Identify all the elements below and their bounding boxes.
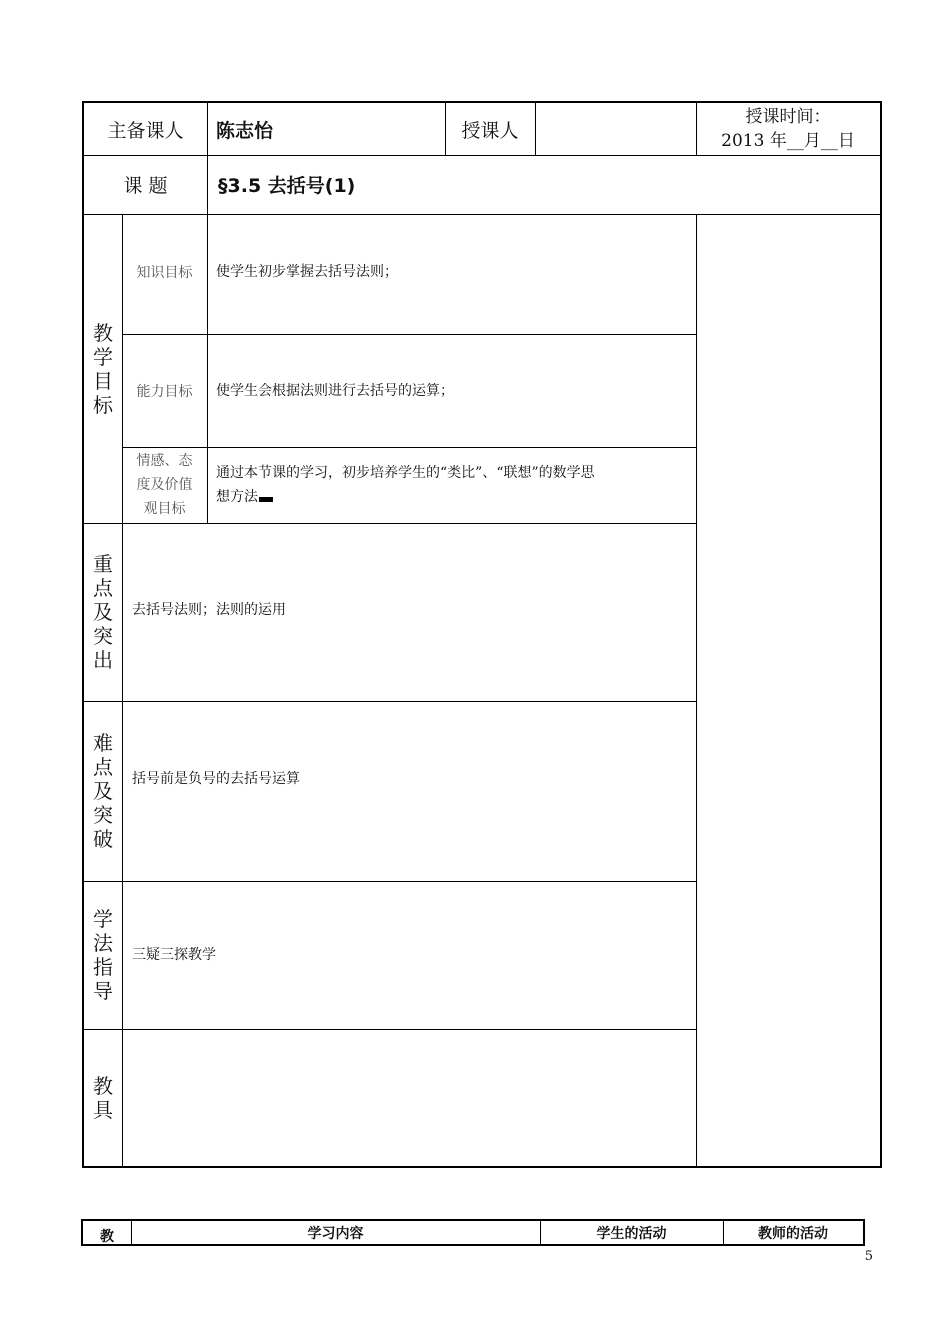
time-label: 授课时间： (745, 107, 831, 127)
page-number: 5 (864, 1249, 873, 1264)
difficulties-label: 难 点 及 突 破 (93, 731, 113, 851)
tools-label: 教 具 (93, 1073, 113, 1122)
activity-table-header (81, 1219, 865, 1246)
tools-text (132, 1029, 696, 1166)
emotion-goal-text: 通过本节课的学习，初步培养学生的“类比”、“联想”的数学思 想方法 (216, 465, 595, 505)
topic-label: 课 题 (123, 175, 168, 197)
ability-goal-text: 使学生会根据法则进行去括号的运算； (216, 382, 454, 399)
ability-goal-label: 能力目标 (136, 383, 193, 400)
text-cursor-mark (259, 497, 273, 502)
topic-title: §3.5 去括号(1) (218, 175, 356, 197)
method-text: 三疑三探教学 (132, 947, 216, 963)
objectives-label: 教 学 目 标 (93, 320, 113, 417)
preparer-name: 陈志怡 (216, 119, 274, 142)
method-label: 学 法 指 导 (93, 907, 113, 1003)
preparer-label: 主备课人 (107, 119, 184, 142)
learning-content-header: 学习内容 (307, 1225, 364, 1242)
knowledge-goal-text: 使学生初步掌握去括号法则； (216, 264, 398, 280)
col-divider (207, 103, 208, 155)
key-points-label: 重 点 及 突 出 (93, 552, 113, 672)
key-points-text: 去括号法则；法则的运用 (132, 602, 286, 618)
teacher-name (535, 103, 696, 155)
knowledge-goal-label: 知识目标 (136, 265, 193, 281)
col-divider (696, 214, 697, 1166)
lesson-plan-table (82, 101, 882, 1168)
time-value: 2013 年__月__日 (721, 131, 855, 151)
emotion-goal-label: 情感、态 度及价值 观目标 (136, 453, 193, 517)
teaching-column-header: 教 (100, 1229, 114, 1245)
teaching-time (696, 103, 880, 155)
student-activity-header: 学生的活动 (596, 1225, 667, 1242)
difficulties-text: 括号前是负号的去括号运算 (132, 771, 300, 787)
col-divider (207, 155, 208, 523)
teacher-activity-header: 教师的活动 (758, 1225, 828, 1242)
teacher-label: 授课人 (461, 119, 519, 142)
